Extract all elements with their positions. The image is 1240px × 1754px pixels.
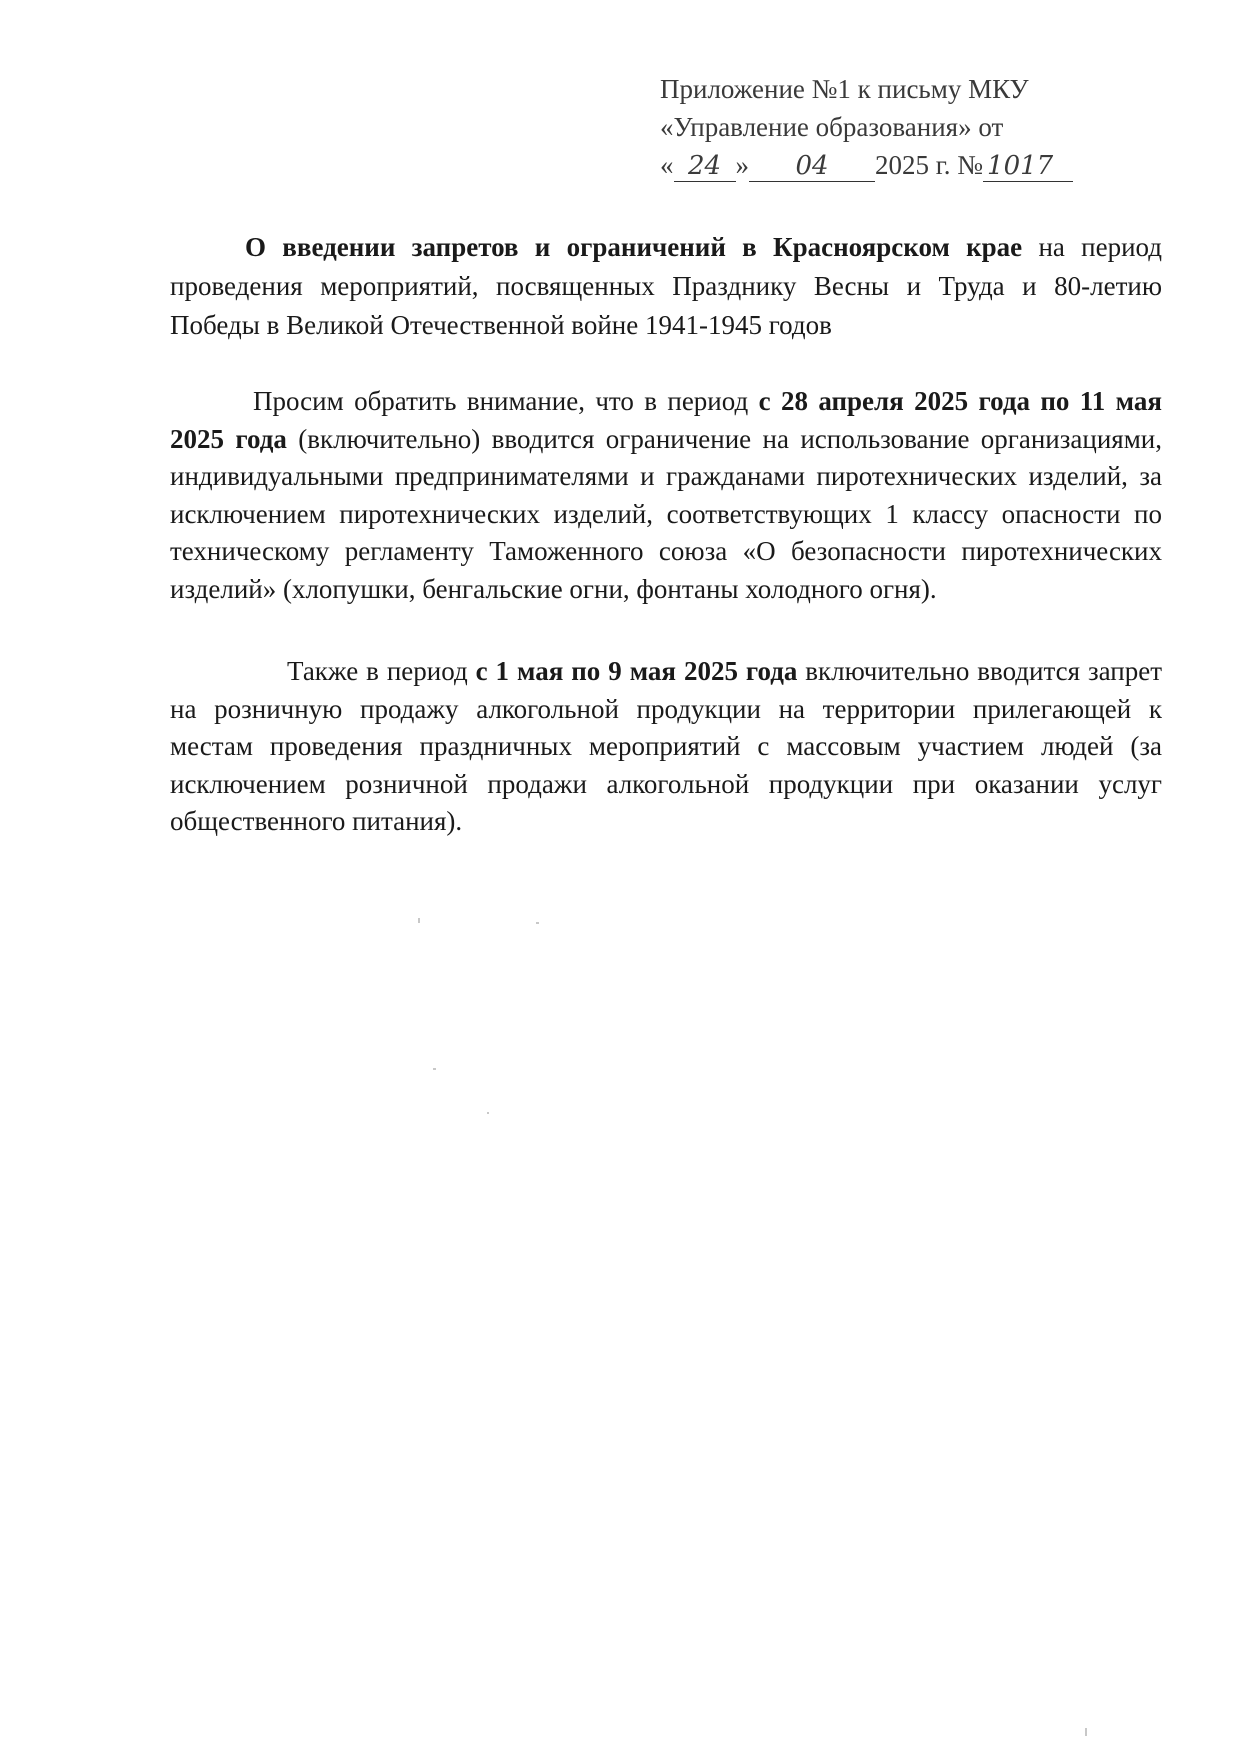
- quote-open: «: [660, 150, 674, 180]
- paragraph2-text-1: Также в период: [287, 656, 476, 686]
- header-line-1: Приложение №1 к письму МКУ: [660, 74, 1029, 104]
- paragraph2-text-2: включительно вводится запрет на розничную продажу алкогольной продукции на территории прилегающей к местам проведения праздничных мероприятий с массовым участием людей (за исключением розничной продажи алкогольной продукции при оказании услуг общественного питания).: [170, 656, 1162, 836]
- paragraph-alcohol: [170, 653, 1162, 841]
- year-text: 2025 г. №: [875, 150, 984, 180]
- handwritten-month: 04: [749, 151, 875, 182]
- scan-speck: [1085, 1728, 1087, 1736]
- header-line-2: «Управление образования» от: [660, 112, 1004, 142]
- paragraph2-bold-period: с 1 мая по 9 мая 2025 года: [475, 656, 798, 686]
- scan-speck: [418, 918, 420, 923]
- document-title: [170, 228, 1162, 345]
- scan-speck: [433, 1068, 436, 1070]
- scan-speck: [536, 922, 539, 924]
- paragraph1-text-2: (включительно) вводится ограничение на использование организациями, индивидуальными предпринимателями и гражданами пиротехнических изделий, за исключением пиротехнических изделий, соответствующих 1 классу опасности по техническому регламенту Таможенного союза «О безопасности пиротехнических изделий» (хлопушки, бенгальские огни, фонтаны холодного огня).: [170, 423, 1163, 604]
- header-line-3: [660, 146, 1090, 184]
- paragraph-pyrotechnics: [170, 383, 1162, 608]
- handwritten-number: 1017: [983, 151, 1073, 182]
- handwritten-day: 24: [674, 151, 736, 182]
- quote-close: »: [735, 150, 749, 180]
- scan-speck: [487, 1112, 489, 1114]
- title-rest: на период проведения мероприятий, посвященных Празднику Весны и Труда и 80-летию Победы в Великой Отечественной войне 1941-1945 годов: [170, 232, 1162, 340]
- attachment-header: [660, 70, 1090, 184]
- title-bold: О введении запретов и ограничений в Красноярском крае: [245, 232, 1023, 262]
- paragraph1-bold-period: с 28 апреля 2025 года по 11 мая 2025 года: [170, 386, 1162, 454]
- paragraph1-text-1: Просим обратить внимание, что в период: [253, 386, 759, 416]
- title-text: [170, 228, 1162, 345]
